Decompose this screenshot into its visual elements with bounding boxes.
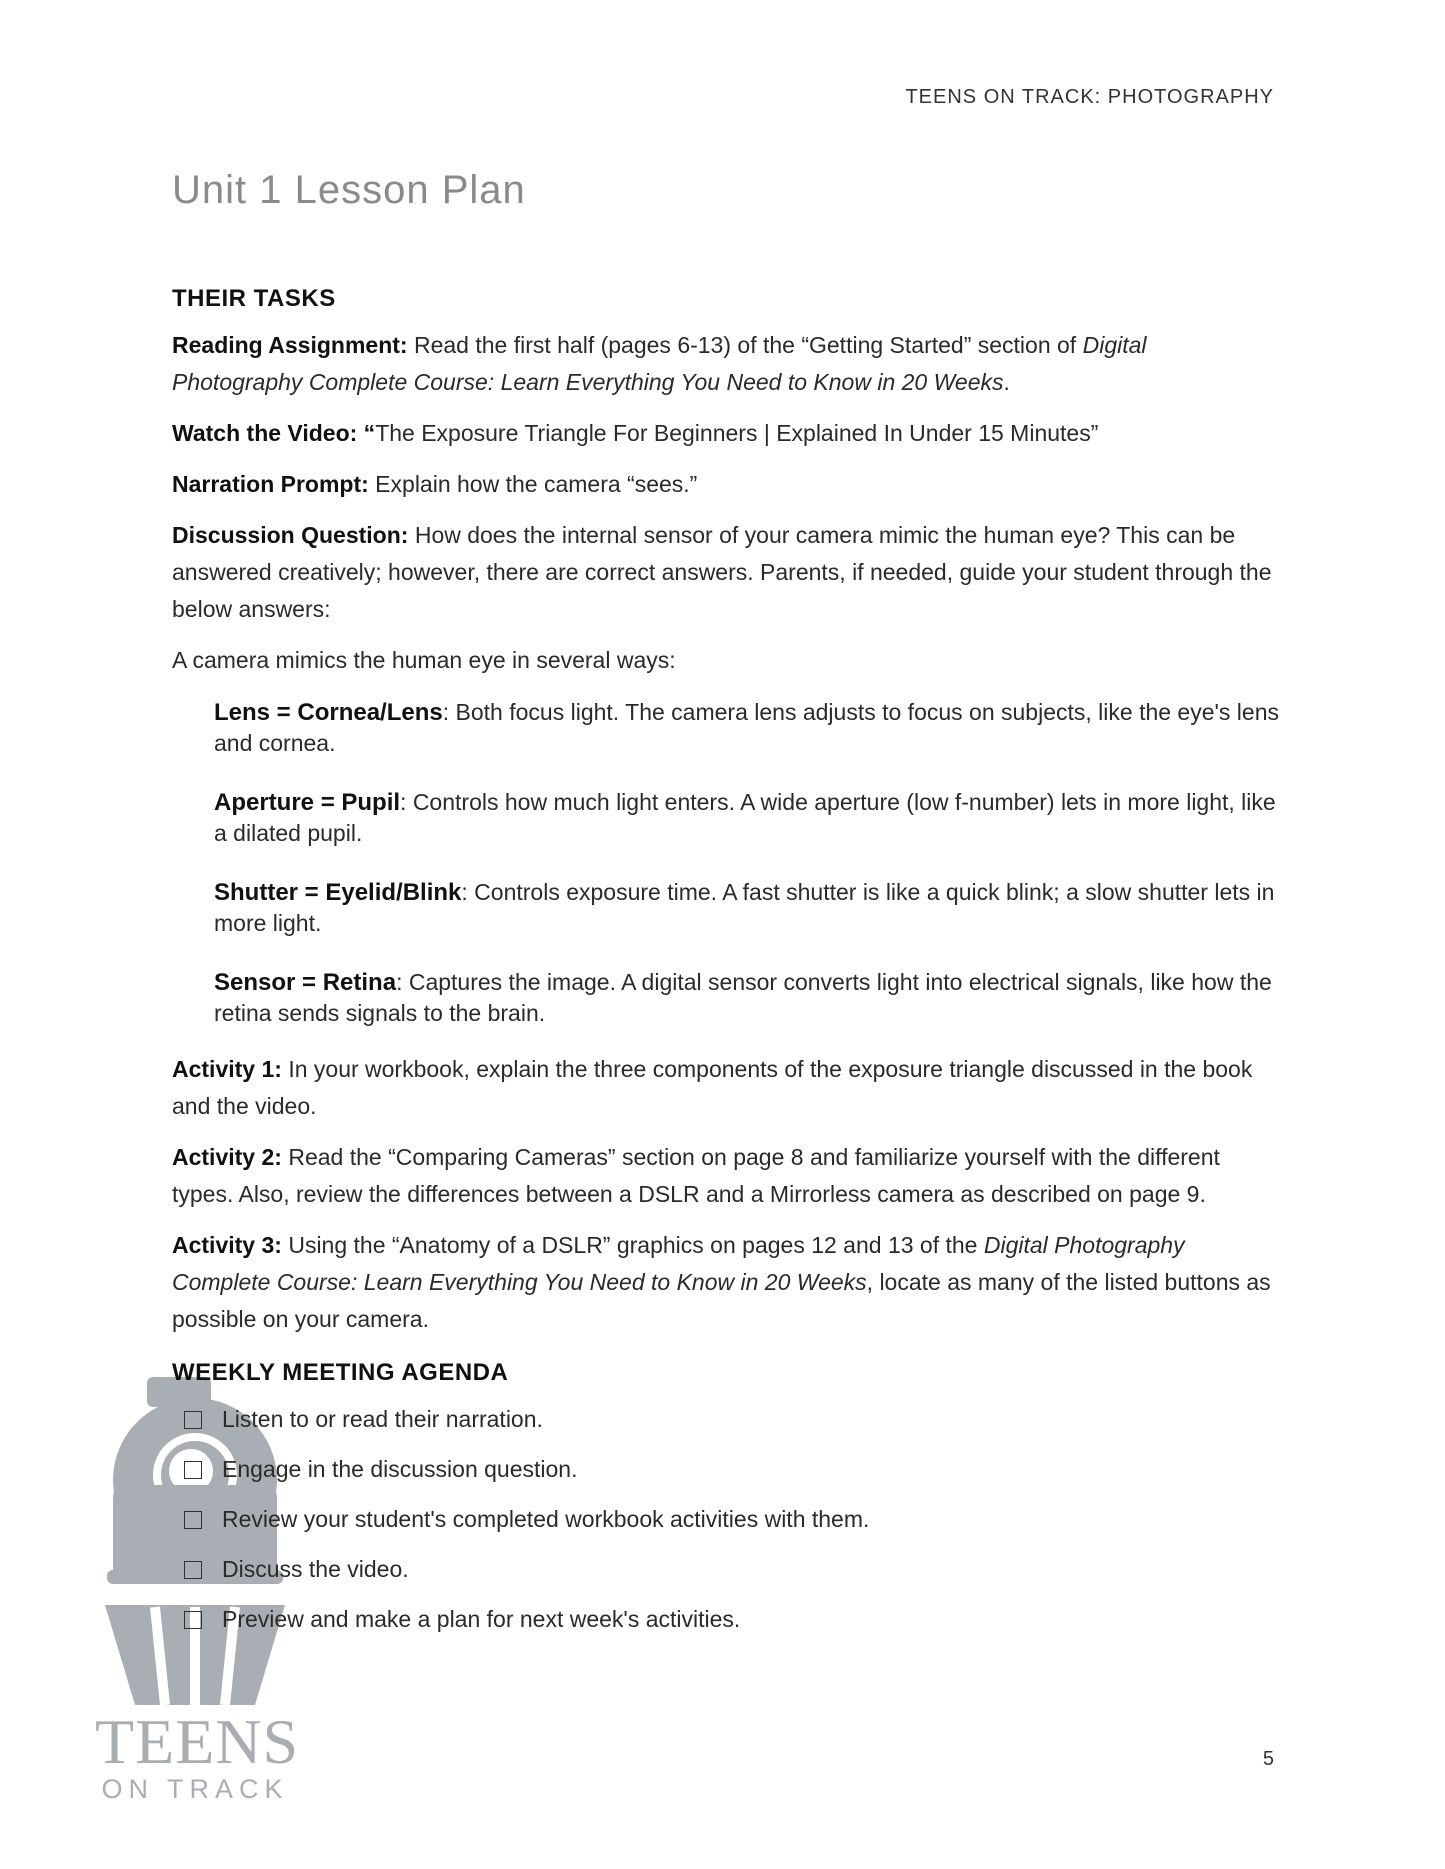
activity-2-text: Read the “Comparing Cameras” section on page 8 and familiarize yourself with the different types. Also, review the differences between a DSLR and a Mirrorless camera as described on page 9. bbox=[172, 1144, 1220, 1207]
activity-1 bbox=[172, 1051, 1282, 1125]
eye-item-term: Lens = Cornea/Lens bbox=[214, 699, 443, 726]
activity-3-label: Activity 3: bbox=[172, 1232, 282, 1258]
watch-video-title: The Exposure Triangle For Beginners | Explained In Under 15 Minutes” bbox=[375, 420, 1099, 446]
agenda-item-label: Engage in the discussion question. bbox=[222, 1456, 578, 1482]
eye-comparison-list bbox=[214, 697, 1282, 1029]
list-item bbox=[214, 967, 1282, 1029]
agenda-item-label: Listen to or read their narration. bbox=[222, 1406, 543, 1432]
agenda-item[interactable] bbox=[184, 1551, 1282, 1588]
page-number: 5 bbox=[1262, 1748, 1274, 1770]
agenda-item-label: Review your student's completed workbook activities with them. bbox=[222, 1506, 870, 1532]
narration-prompt-label: Narration Prompt: bbox=[172, 471, 369, 497]
activity-2-label: Activity 2: bbox=[172, 1144, 282, 1170]
eye-item-text: : Controls how much light enters. A wide aperture (low f-number) lets in more light, like a dilated pupil. bbox=[214, 789, 1276, 846]
weekly-agenda-heading: WEEKLY MEETING AGENDA bbox=[172, 1359, 509, 1386]
eye-item-term: Sensor = Retina bbox=[214, 969, 397, 996]
discussion-question bbox=[172, 517, 1282, 628]
checkbox[interactable] bbox=[184, 1411, 202, 1429]
reading-assignment-text: Read the first half (pages 6-13) of the “Getting Started” section of bbox=[407, 332, 1083, 358]
activity-1-text: In your workbook, explain the three components of the exposure triangle discussed in the book and the video. bbox=[172, 1056, 1253, 1119]
activity-1-label: Activity 1: bbox=[172, 1056, 282, 1082]
eye-item-text: : Both focus light. The camera lens adjusts to focus on subjects, like the eye's lens and cornea. bbox=[214, 699, 1279, 756]
activity-3-text: Using the “Anatomy of a DSLR” graphics on pages 12 and 13 of the bbox=[281, 1232, 984, 1258]
reading-assignment-label: Reading Assignment: bbox=[172, 332, 408, 358]
agenda-item-label: Discuss the video. bbox=[222, 1556, 409, 1582]
eye-item-text: : Controls exposure time. A fast shutter is like a quick blink; a slow shutter lets in more light. bbox=[214, 879, 1275, 936]
running-header: TEENS ON TRACK: PHOTOGRAPHY bbox=[905, 86, 1274, 108]
eye-item-term: Shutter = Eyelid/Blink bbox=[214, 879, 462, 906]
list-item bbox=[214, 877, 1282, 939]
agenda-item-label: Preview and make a plan for next week's activities. bbox=[222, 1606, 741, 1632]
discussion-question-label: Discussion Question: bbox=[172, 522, 409, 548]
eye-item-text: : Captures the image. A digital sensor converts light into electrical signals, like how the retina sends signals to the brain. bbox=[214, 969, 1272, 1026]
watch-video bbox=[172, 415, 1282, 452]
eye-item-term: Aperture = Pupil bbox=[214, 789, 401, 816]
activity-3 bbox=[172, 1227, 1282, 1338]
watch-video-label: Watch the Video: “ bbox=[172, 420, 376, 446]
reading-book-title: Digital Photography Complete Course: Learn Everything You Need to Know in 20 Weeks bbox=[172, 332, 1147, 395]
their-tasks-heading: THEIR TASKS bbox=[172, 285, 336, 312]
logo-wordmark-teens: TEENS bbox=[95, 1706, 300, 1777]
list-item bbox=[214, 697, 1282, 759]
logo-wordmark-on-track: ON TRACK bbox=[101, 1774, 289, 1804]
checkbox[interactable] bbox=[184, 1511, 202, 1529]
agenda-item[interactable] bbox=[184, 1601, 1282, 1638]
activity-3-end: , locate as many of the listed buttons as possible on your camera. bbox=[172, 1269, 1271, 1332]
lesson-content bbox=[172, 280, 1282, 1651]
checkbox[interactable] bbox=[184, 1611, 202, 1629]
checkbox[interactable] bbox=[184, 1561, 202, 1579]
agenda-item[interactable] bbox=[184, 1401, 1282, 1438]
list-item bbox=[214, 787, 1282, 849]
agenda-item[interactable] bbox=[184, 1501, 1282, 1538]
weekly-agenda-list bbox=[172, 1401, 1282, 1638]
reading-assignment bbox=[172, 327, 1282, 401]
activity-2 bbox=[172, 1139, 1282, 1213]
agenda-item[interactable] bbox=[184, 1451, 1282, 1488]
eye-intro: A camera mimics the human eye in several ways: bbox=[172, 647, 676, 673]
reading-assignment-end: . bbox=[1003, 369, 1010, 395]
checkbox[interactable] bbox=[184, 1461, 202, 1479]
narration-prompt bbox=[172, 466, 1282, 503]
page-title: Unit 1 Lesson Plan bbox=[172, 168, 526, 212]
activity-3-book-title: Digital Photography Complete Course: Learn Everything You Need to Know in 20 Weeks bbox=[172, 1232, 1185, 1295]
discussion-question-text: How does the internal sensor of your camera mimic the human eye? This can be answered creatively; however, there are correct answers. Parents, if needed, guide your student through the below answers: bbox=[172, 522, 1272, 622]
narration-prompt-text: Explain how the camera “sees.” bbox=[368, 471, 698, 497]
